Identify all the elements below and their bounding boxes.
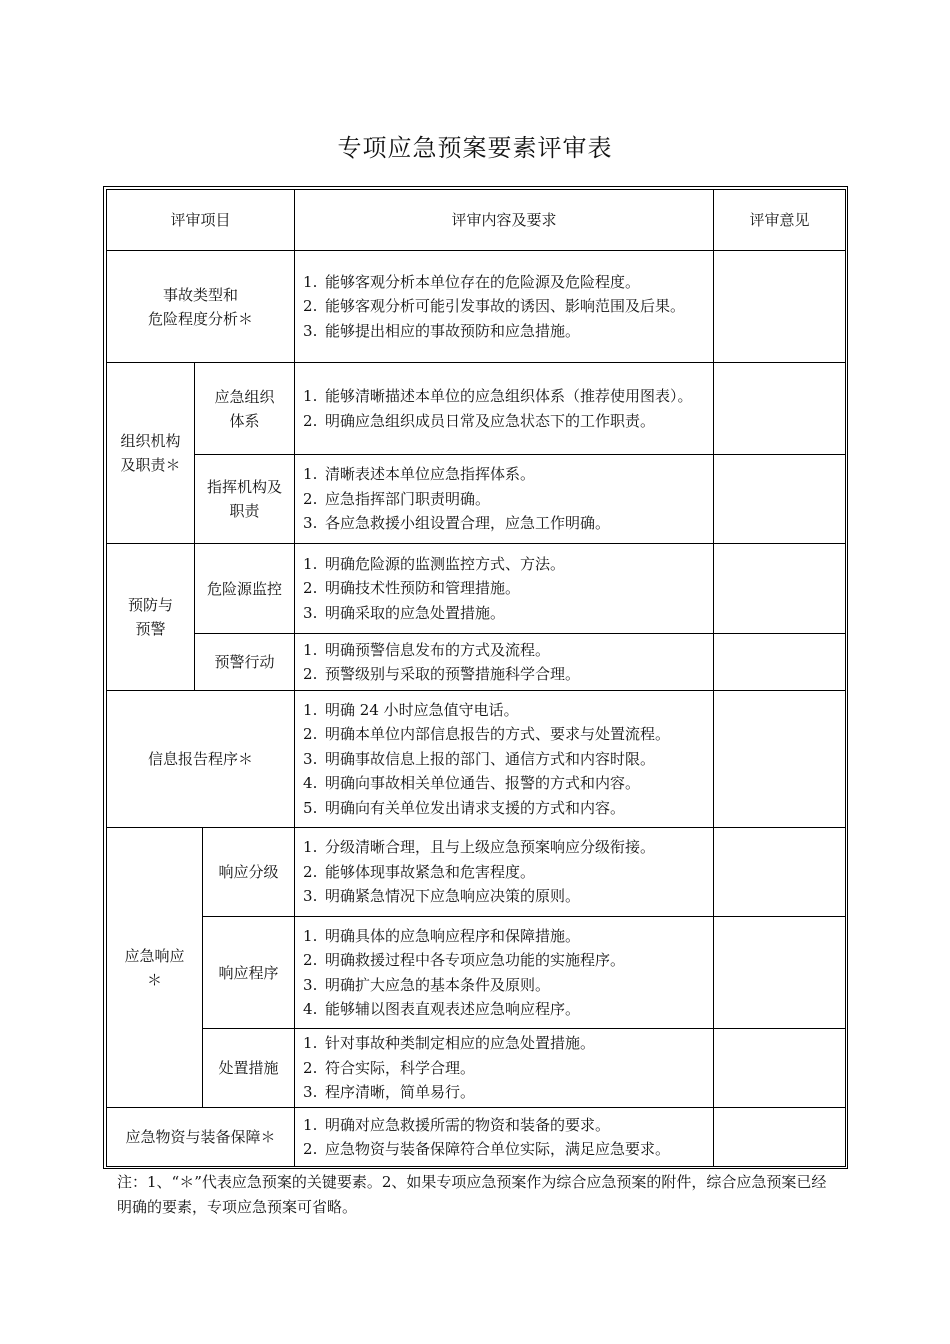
list-item-number: 4. bbox=[303, 1000, 318, 1018]
list-item bbox=[303, 1137, 707, 1162]
table-row bbox=[107, 363, 846, 455]
list-item-number: 2. bbox=[303, 411, 318, 430]
header-item: 评审项目 bbox=[107, 190, 295, 251]
row-label-materials: 应急物资与装备保障＊ bbox=[107, 1108, 295, 1167]
list-item-number: 2. bbox=[303, 951, 318, 969]
list-item bbox=[303, 997, 707, 1022]
requirement-list bbox=[303, 924, 707, 1022]
list-item bbox=[303, 1056, 707, 1081]
opinion-cell bbox=[714, 251, 846, 363]
table-row bbox=[107, 634, 846, 691]
opinion-cell bbox=[714, 1029, 846, 1108]
list-item-text: 程序清晰，简单易行。 bbox=[325, 1083, 476, 1102]
table-row bbox=[107, 251, 846, 363]
row-content-procedure bbox=[295, 917, 714, 1029]
table-row bbox=[107, 544, 846, 634]
list-item bbox=[303, 796, 707, 821]
row-label-prevention: 预防与 预警 bbox=[107, 544, 195, 691]
table-row bbox=[107, 455, 846, 544]
list-item-text: 明确采取的应急处置措施。 bbox=[325, 603, 506, 622]
list-item bbox=[303, 835, 707, 860]
requirement-list bbox=[303, 835, 707, 909]
row-content-org-system bbox=[295, 363, 714, 455]
list-item-text: 预警级别与采取的预警措施科学合理。 bbox=[325, 665, 581, 683]
opinion-cell bbox=[714, 828, 846, 917]
list-item-text: 明确事故信息上报的部门、通信方式和内容时限。 bbox=[325, 749, 656, 768]
list-item-text: 应急指挥部门职责明确。 bbox=[325, 489, 491, 508]
review-table bbox=[106, 189, 846, 1167]
list-item-number: 4. bbox=[303, 774, 318, 793]
list-item-text: 明确向事故相关单位通告、报警的方式和内容。 bbox=[325, 774, 641, 793]
list-item-number: 1. bbox=[303, 387, 318, 405]
list-item bbox=[303, 384, 707, 409]
list-item-number: 2. bbox=[303, 489, 318, 508]
list-item-number: 3. bbox=[303, 975, 318, 994]
requirement-list bbox=[303, 698, 707, 821]
list-item bbox=[303, 638, 707, 663]
list-item-number: 3. bbox=[303, 514, 318, 533]
list-item bbox=[303, 487, 707, 512]
requirement-list bbox=[303, 384, 707, 433]
list-item bbox=[303, 1113, 707, 1138]
opinion-cell bbox=[714, 363, 846, 455]
table-header-row bbox=[107, 190, 846, 251]
sub-label-org-command: 指挥机构及 职责 bbox=[195, 455, 295, 544]
row-content-accident bbox=[295, 251, 714, 363]
table-row bbox=[107, 917, 846, 1029]
list-item bbox=[303, 270, 707, 295]
list-item-number: 3. bbox=[303, 1083, 318, 1102]
requirement-list bbox=[303, 552, 707, 626]
list-item-text: 能够客观分析本单位存在的危险源及危险程度。 bbox=[325, 272, 641, 291]
list-item-text: 明确本单位内部信息报告的方式、要求与处置流程。 bbox=[325, 725, 671, 744]
list-item-text: 明确技术性预防和管理措施。 bbox=[325, 579, 521, 598]
list-item-number: 2. bbox=[303, 1140, 318, 1158]
list-item bbox=[303, 948, 707, 973]
list-item-number: 1. bbox=[303, 554, 318, 573]
list-item-number: 5. bbox=[303, 798, 318, 817]
list-item bbox=[303, 698, 707, 723]
table-row bbox=[107, 1029, 846, 1108]
list-item-number: 1. bbox=[303, 926, 318, 945]
list-item-number: 1. bbox=[303, 1034, 318, 1053]
list-item bbox=[303, 973, 707, 998]
sub-label-measures: 处置措施 bbox=[203, 1029, 295, 1108]
table-row bbox=[107, 828, 846, 917]
list-item-number: 2. bbox=[303, 297, 318, 316]
list-item-number: 3. bbox=[303, 749, 318, 768]
list-item-number: 2. bbox=[303, 862, 318, 881]
list-item-text: 明确紧急情况下应急响应决策的原则。 bbox=[325, 887, 581, 906]
list-item bbox=[303, 771, 707, 796]
table-row bbox=[107, 691, 846, 828]
list-item bbox=[303, 722, 707, 747]
list-item-text: 明确扩大应急的基本条件及原则。 bbox=[325, 975, 551, 994]
list-item bbox=[303, 860, 707, 885]
list-item-text: 针对事故种类制定相应的应急处置措施。 bbox=[325, 1034, 596, 1053]
row-content-measures bbox=[295, 1029, 714, 1108]
list-item-text: 能够清晰描述本单位的应急组织体系（推荐使用图表）。 bbox=[325, 387, 693, 405]
sub-label-warning: 预警行动 bbox=[195, 634, 295, 691]
list-item-text: 明确救援过程中各专项应急功能的实施程序。 bbox=[325, 951, 626, 969]
list-item-number: 1. bbox=[303, 272, 318, 291]
list-item-number: 2. bbox=[303, 725, 318, 744]
list-item-number: 2. bbox=[303, 579, 318, 598]
list-item bbox=[303, 552, 707, 577]
row-label-org: 组织机构 及职责＊ bbox=[107, 363, 195, 544]
list-item bbox=[303, 601, 707, 626]
row-content-report bbox=[295, 691, 714, 828]
list-item-text: 符合实际，科学合理。 bbox=[325, 1058, 476, 1077]
list-item-text: 能够提出相应的事故预防和应急措施。 bbox=[325, 321, 581, 340]
list-item-text: 明确危险源的监测监控方式、方法。 bbox=[325, 554, 566, 573]
row-content-grading bbox=[295, 828, 714, 917]
list-item-number: 3. bbox=[303, 603, 318, 622]
sub-label-org-system: 应急组织 体系 bbox=[195, 363, 295, 455]
opinion-cell bbox=[714, 544, 846, 634]
requirement-list bbox=[303, 270, 707, 344]
list-item-number: 2. bbox=[303, 665, 318, 683]
list-item-number: 1. bbox=[303, 640, 318, 659]
list-item bbox=[303, 511, 707, 536]
list-item-number: 1. bbox=[303, 838, 318, 857]
list-item bbox=[303, 319, 707, 344]
list-item-number: 1. bbox=[303, 465, 318, 484]
list-item-text: 分级清晰合理，且与上级应急预案响应分级衔接。 bbox=[325, 838, 656, 857]
sub-label-monitor: 危险源监控 bbox=[195, 544, 295, 634]
list-item-text: 能够体现事故紧急和危害程度。 bbox=[325, 862, 536, 881]
row-label-response: 应急响应 ＊ bbox=[107, 828, 203, 1108]
list-item bbox=[303, 747, 707, 772]
list-item-text: 明确预警信息发布的方式及流程。 bbox=[325, 640, 551, 659]
list-item-text: 清晰表述本单位应急指挥体系。 bbox=[325, 465, 536, 484]
list-item-text: 明确对应急救援所需的物资和装备的要求。 bbox=[325, 1115, 611, 1134]
row-label-accident: 事故类型和 危险程度分析＊ bbox=[107, 251, 295, 363]
list-item-number: 2. bbox=[303, 1058, 318, 1077]
list-item-number: 3. bbox=[303, 321, 318, 340]
opinion-cell bbox=[714, 691, 846, 828]
requirement-list bbox=[303, 1031, 707, 1105]
row-content-warning bbox=[295, 634, 714, 691]
row-content-monitor bbox=[295, 544, 714, 634]
list-item-number: 1. bbox=[303, 700, 318, 719]
header-content: 评审内容及要求 bbox=[295, 190, 714, 251]
list-item bbox=[303, 576, 707, 601]
sub-label-grading: 响应分级 bbox=[203, 828, 295, 917]
opinion-cell bbox=[714, 455, 846, 544]
list-item bbox=[303, 884, 707, 909]
list-item-text: 应急物资与装备保障符合单位实际，满足应急要求。 bbox=[325, 1140, 671, 1158]
opinion-cell bbox=[714, 1108, 846, 1167]
requirement-list bbox=[303, 1113, 707, 1162]
list-item bbox=[303, 409, 707, 434]
requirement-list bbox=[303, 462, 707, 536]
page-title: 专项应急预案要素评审表 bbox=[337, 134, 613, 162]
list-item-number: 3. bbox=[303, 887, 318, 906]
list-item-text: 能够辅以图表直观表述应急响应程序。 bbox=[325, 1000, 581, 1018]
row-content-materials bbox=[295, 1108, 714, 1167]
footnote: 注：1、“＊”代表应急预案的关键要素。2、如果专项应急预案作为综合应急预案的附件，综合应急预案已经明确的要素，专项应急预案可省略。 bbox=[117, 1173, 827, 1216]
header-opinion: 评审意见 bbox=[714, 190, 846, 251]
list-item bbox=[303, 924, 707, 949]
list-item-text: 能够客观分析可能引发事故的诱因、影响范围及后果。 bbox=[325, 297, 686, 316]
requirement-list bbox=[303, 638, 707, 687]
table-row bbox=[107, 1108, 846, 1167]
list-item-text: 明确应急组织成员日常及应急状态下的工作职责。 bbox=[325, 411, 656, 430]
list-item-text: 明确 24 小时应急值守电话。 bbox=[325, 700, 519, 719]
opinion-cell bbox=[714, 634, 846, 691]
list-item bbox=[303, 662, 707, 687]
list-item bbox=[303, 1080, 707, 1105]
row-content-org-command bbox=[295, 455, 714, 544]
opinion-cell bbox=[714, 917, 846, 1029]
row-label-report: 信息报告程序＊ bbox=[107, 691, 295, 828]
list-item bbox=[303, 462, 707, 487]
list-item bbox=[303, 1031, 707, 1056]
list-item-number: 1. bbox=[303, 1115, 318, 1134]
sub-label-procedure: 响应程序 bbox=[203, 917, 295, 1029]
list-item bbox=[303, 294, 707, 319]
list-item-text: 明确向有关单位发出请求支援的方式和内容。 bbox=[325, 798, 626, 817]
list-item-text: 各应急救援小组设置合理，应急工作明确。 bbox=[325, 514, 611, 533]
list-item-text: 明确具体的应急响应程序和保障措施。 bbox=[325, 926, 581, 945]
